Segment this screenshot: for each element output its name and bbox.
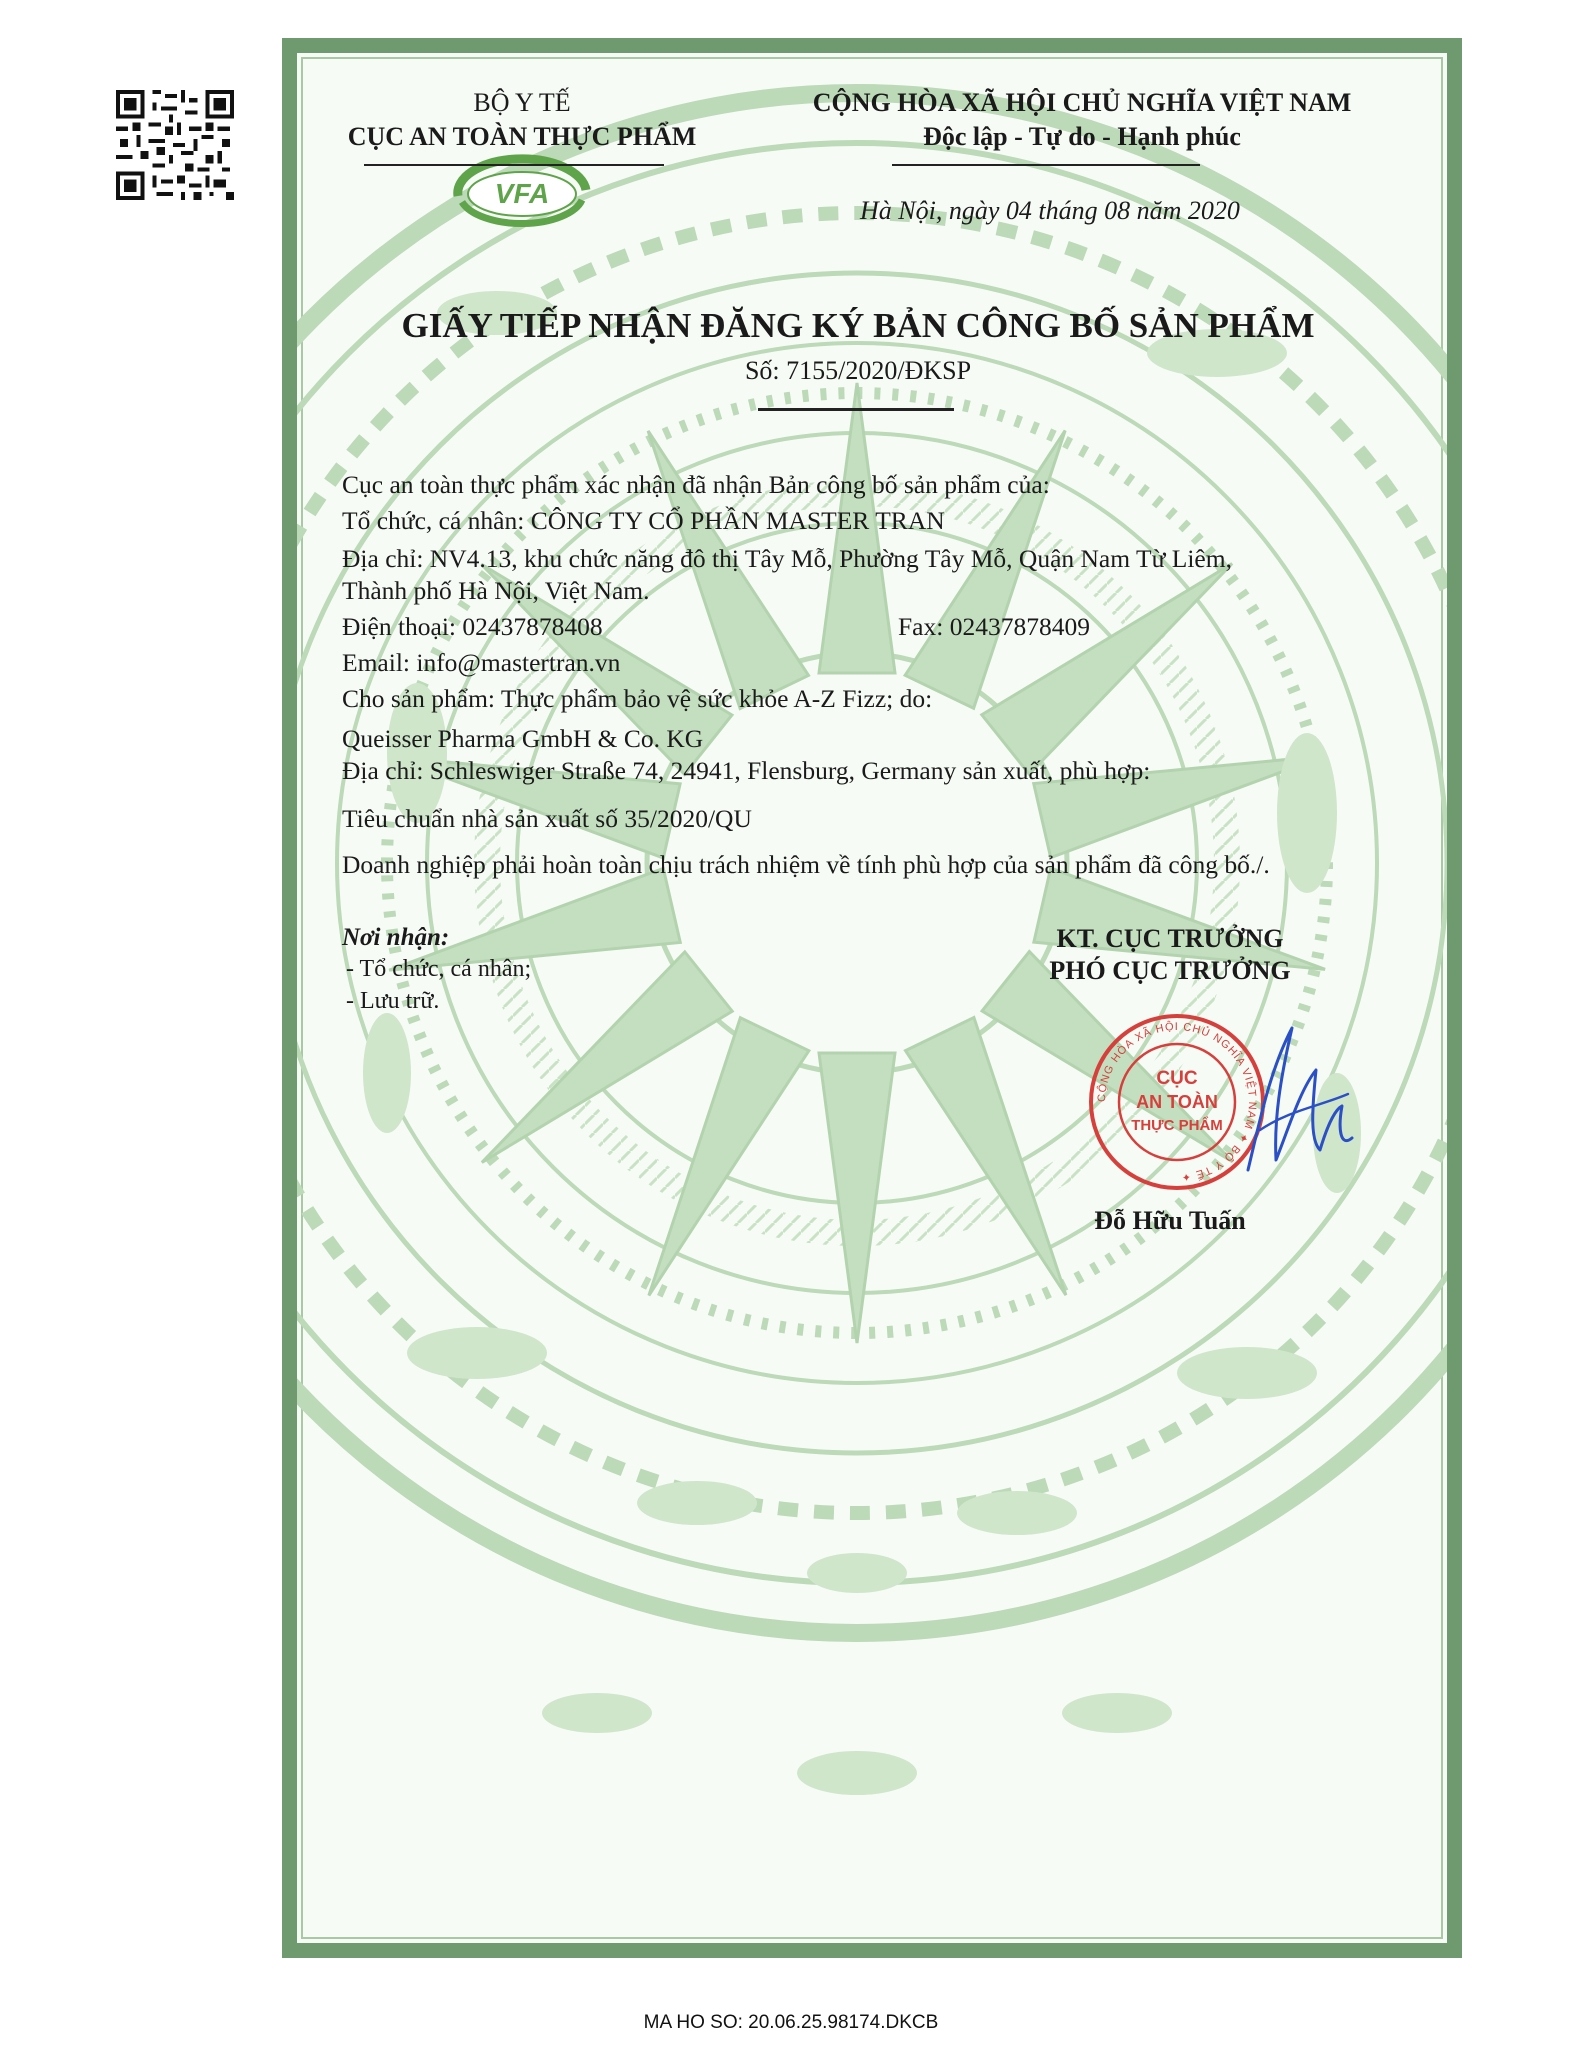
svg-text:VFA: VFA <box>494 178 550 209</box>
manufacturer-address-line: Địa chỉ: Schleswiger Straße 74, 24941, Flensburg, Germany sản xuất, phù hợp: <box>342 756 1151 785</box>
national-motto: Độc lập - Tự do - Hạnh phúc <box>923 122 1241 151</box>
qr-code-icon <box>116 90 234 200</box>
vfa-logo-icon <box>448 150 596 232</box>
dossier-code: MA HO SO: 20.06.25.98174.DKCB <box>643 2012 939 2033</box>
phone-line: Điện thoại: 02437878408 <box>342 612 603 641</box>
svg-text:THỰC PHẨM: THỰC PHẨM <box>1131 1117 1223 1134</box>
email-line: Email: info@mastertran.vn <box>342 648 621 677</box>
standard-line: Tiêu chuẩn nhà sản xuất số 35/2020/QU <box>342 804 752 833</box>
signer-title-line1: KT. CỤC TRƯỞNG <box>1056 924 1284 953</box>
document-number: Số: 7155/2020/ĐKSP <box>744 356 972 385</box>
svg-text:CỤC: CỤC <box>1156 1068 1198 1089</box>
recipients-heading: Nơi nhận: <box>342 924 450 951</box>
svg-text:AN TOÀN: AN TOÀN <box>1136 1092 1218 1112</box>
organization-line: Tổ chức, cá nhân: CÔNG TY CỔ PHẦN MASTER TRAN <box>342 506 945 535</box>
manufacturer-line: Queisser Pharma GmbH & Co. KG <box>342 724 704 753</box>
issue-date: Hà Nội, ngày 04 tháng 08 năm 2020 <box>860 196 1240 225</box>
address-line-1: Địa chỉ: NV4.13, khu chức năng đô thị Tây Mỗ, Phường Tây Mỗ, Quận Nam Từ Liêm, <box>342 544 1232 573</box>
motto-underline <box>892 164 1200 166</box>
signer-title-line2: PHÓ CỤC TRƯỞNG <box>1049 956 1291 985</box>
recipient-item: - Lưu trữ. <box>346 988 440 1014</box>
agency-name: CỤC AN TOÀN THỰC PHẨM <box>347 122 697 151</box>
document-title: GIẤY TIẾP NHẬN ĐĂNG KÝ BẢN CÔNG BỐ SẢN PHẨM <box>401 306 1315 345</box>
handwritten-signature <box>1230 1010 1360 1180</box>
title-underline <box>758 408 954 411</box>
address-line-2: Thành phố Hà Nội, Việt Nam. <box>342 576 650 605</box>
recipient-item: - Tổ chức, cá nhân; <box>346 956 532 982</box>
fax-line: Fax: 02437878409 <box>898 612 1090 641</box>
responsibility-line: Doanh nghiệp phải hoàn toàn chịu trách nhiệm về tính phù hợp của sản phẩm đã công bố./. <box>342 850 1270 879</box>
svg-text:CỘNG HÒA XÃ HỘI CHỦ NGHĨA VIỆT: CỘNG HÒA XÃ HỘI CHỦ NGHĨA VIỆT NAM ✦ BỘ Y TẾ ✦ <box>1095 1020 1259 1184</box>
agency-underline <box>364 164 664 166</box>
intro-text: Cục an toàn thực phẩm xác nhận đã nhận Bản công bố sản phẩm của: <box>342 470 1050 499</box>
signer-name: Đỗ Hữu Tuấn <box>1094 1206 1246 1235</box>
country-name: CỘNG HÒA XÃ HỘI CHỦ NGHĨA VIỆT NAM <box>812 88 1352 117</box>
ministry-name: BỘ Y TẾ <box>473 88 571 117</box>
product-line: Cho sản phẩm: Thực phẩm bảo vệ sức khỏe A-Z Fizz; do: <box>342 684 933 713</box>
